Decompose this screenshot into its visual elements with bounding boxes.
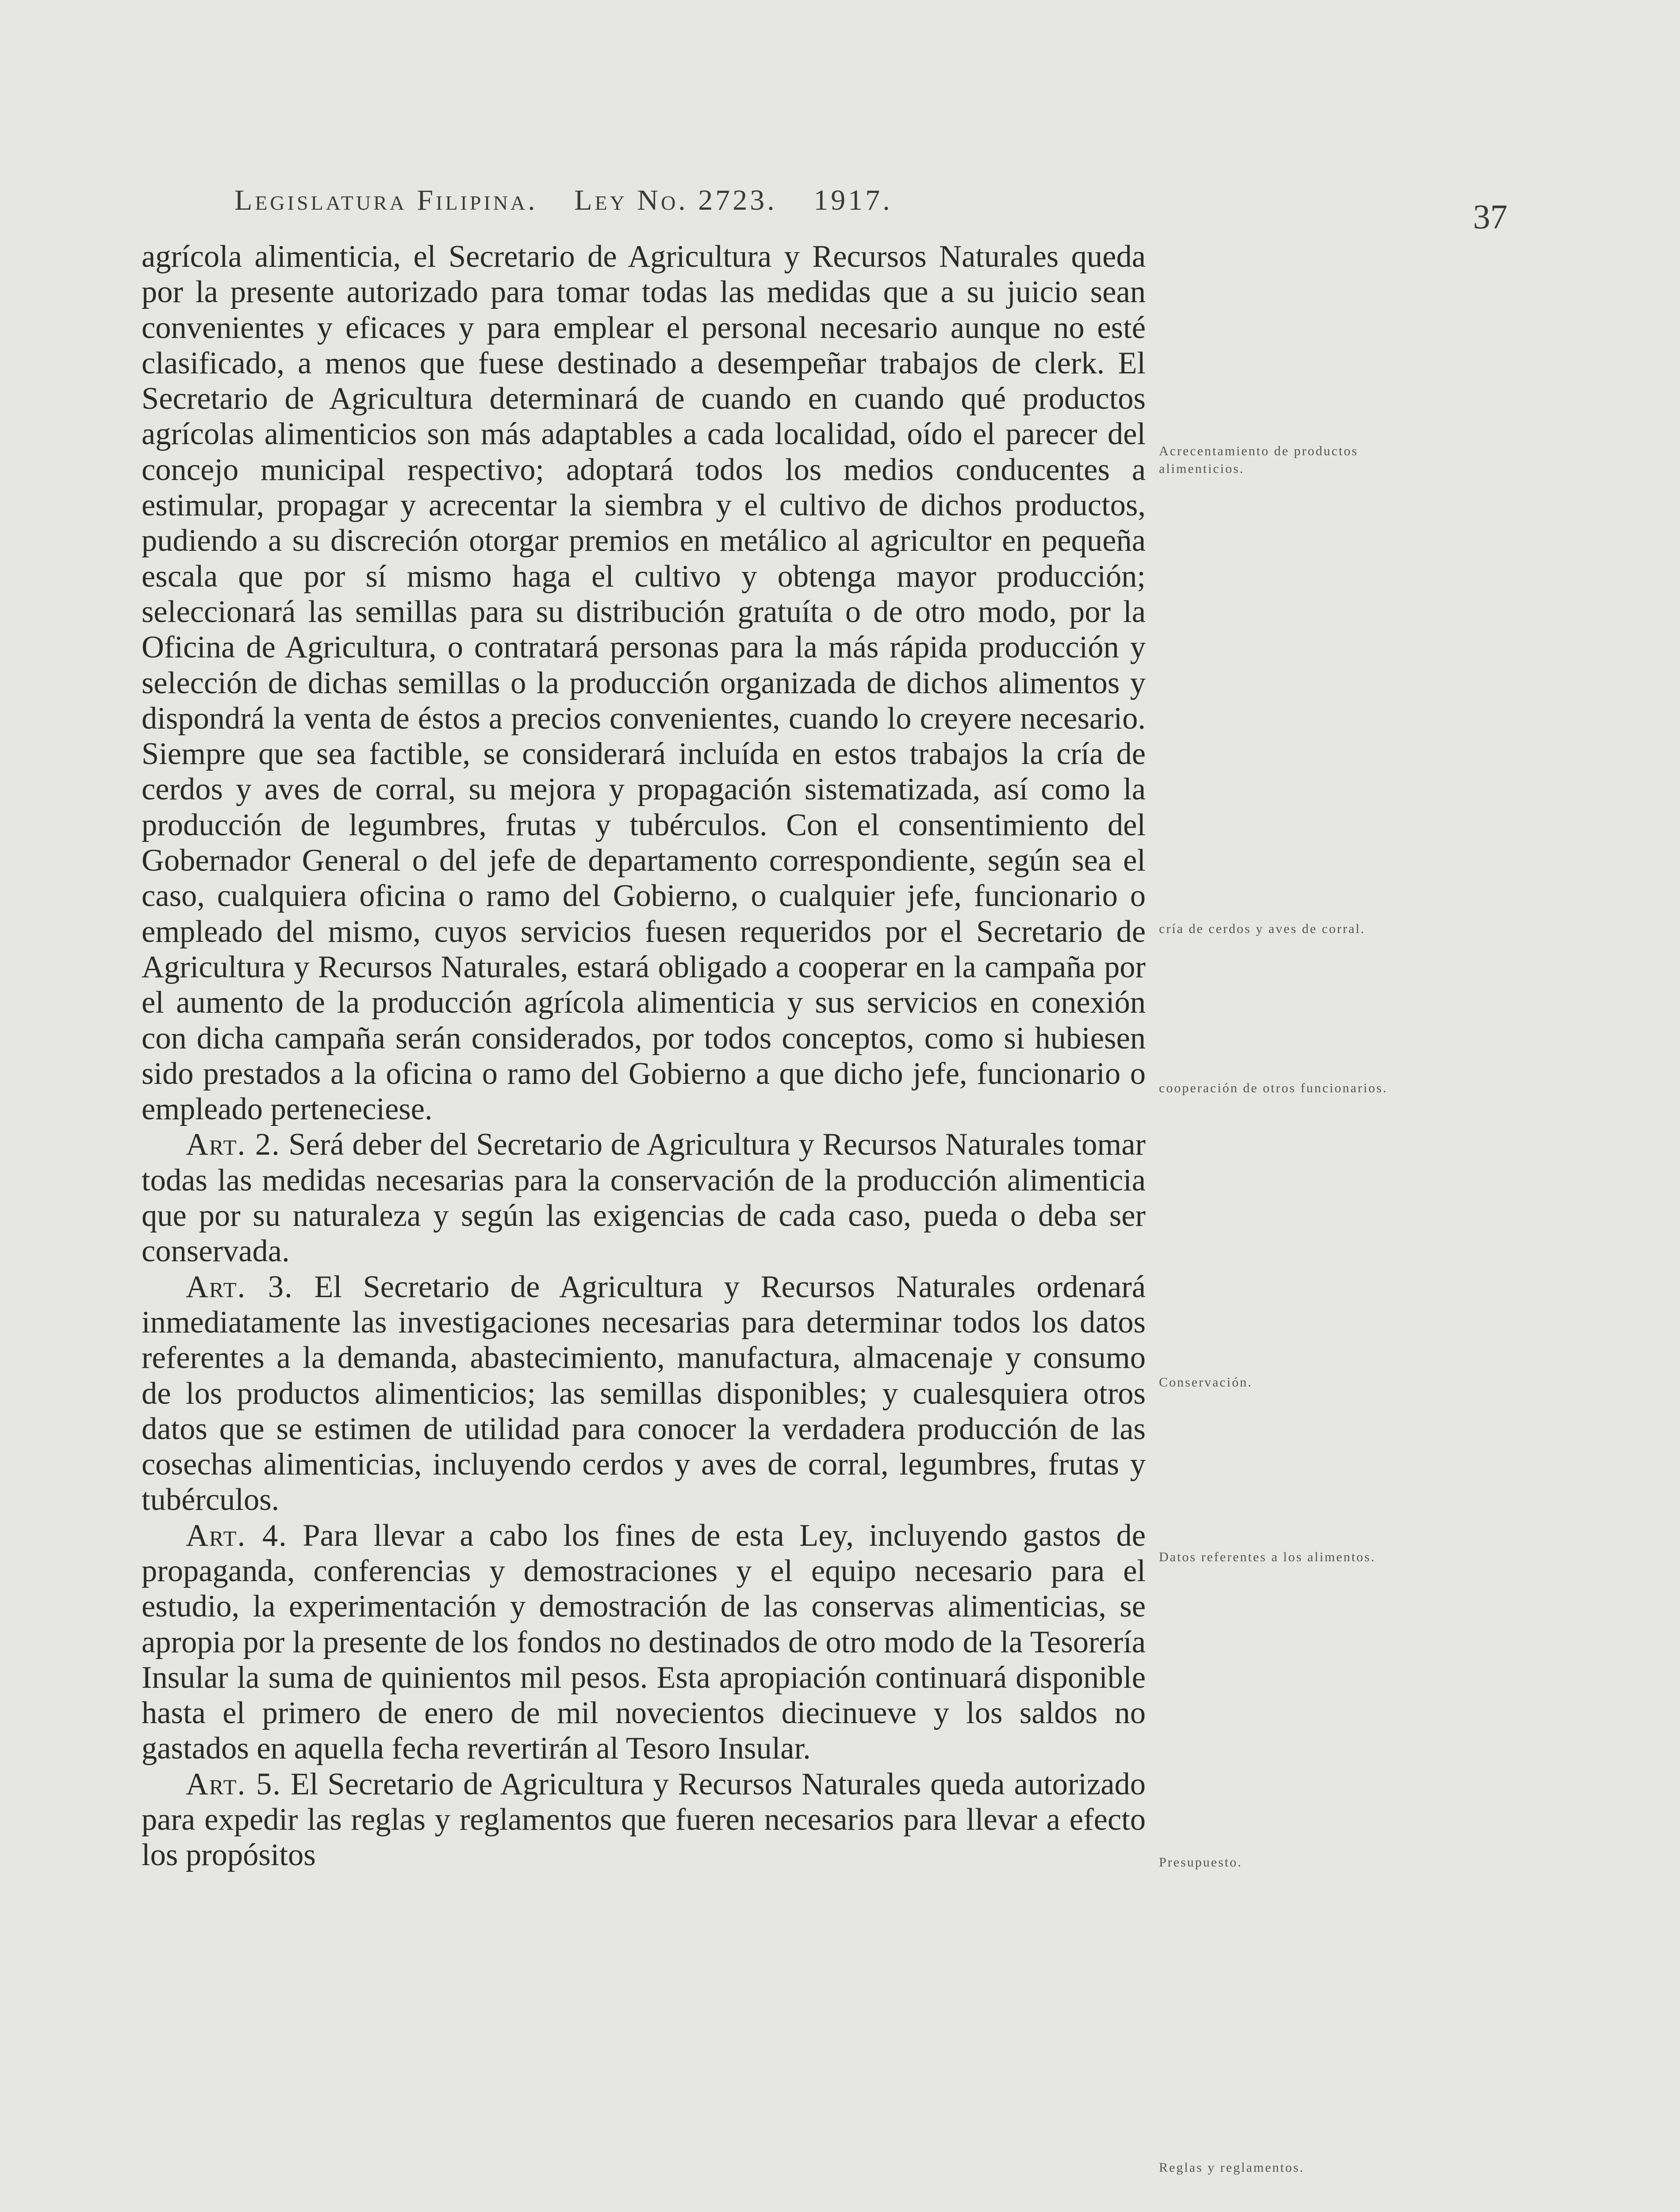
paragraph-continuation: agrícola alimenticia, el Secretario de Agricultura y Recursos Naturales queda por la presente autorizado para tomar todas las medidas que a su juicio sean convenientes y eficaces y para emplear el personal necesario aunque no esté clasificado, a menos que fuese destinado a desempeñar trabajos de clerk. El Secretario de Agricultura determinará de cuando en cuando qué productos agrícolas alimenticios son más adaptables a cada localidad, oído el parecer del concejo municipal respectivo; adoptará todos los medios conducentes a estimular, propagar y acrecentar la siembra y el cultivo de dichos productos, pudiendo a su discreción otorgar premios en metálico al agricultor en pequeña escala que por sí mismo haga el cultivo y obtenga mayor producción; seleccionará las semillas para su distribución gratuíta o de otro modo, por la Oficina de Agricultura, o contratará personas para la más rápida producción y selección de dichas semillas o la producción organizada de dichos alimentos y dispondrá la venta de éstos a precios convenientes, cuando lo creyere necesario. Siempre que sea factible, se considerará incluída en estos trabajos la cría de cerdos y aves de corral, su mejora y propagación sistematizada, así como la producción de legumbres, frutas y tubérculos. Con el consentimiento del Gobernador General o del jefe de departamento correspondiente, según sea el caso, cualquiera oficina o ramo del Gobierno, o cualquier jefe, funcionario o empleado del mismo, cuyos servicios fuesen requeridos por el Secretario de Agricultura y Recursos Naturales, estará obligado a cooperar en la campaña por el aumento de la producción agrícola alimenticia y sus servicios en conexión con dicha campaña serán considerados, por todos conceptos, como si hubiesen sido prestados a la oficina o ramo del Gobierno a que dicho jefe, funcionario o empleado perteneciese.: [142, 239, 1146, 1127]
article-5-label: Art. 5.: [186, 1767, 282, 1801]
body-text: [142, 239, 1146, 1873]
running-head-year: 1917.: [813, 184, 893, 216]
margin-note-livestock: cría de cerdos y aves de corral.: [1159, 922, 1365, 936]
article-5: [142, 1767, 1146, 1873]
margin-note-regulations: Reglas y reglamentos.: [1159, 2160, 1304, 2175]
margin-note-cooperation: cooperación de otros funcionarios.: [1159, 1081, 1388, 1095]
margin-note-food-data: Datos referentes a los alimentos.: [1159, 1550, 1376, 1564]
margin-note-budget: Presupuesto.: [1159, 1855, 1243, 1870]
article-4: [142, 1518, 1146, 1767]
article-2-text: Será deber del Secretario de Agricultura y Recursos Naturales tomar todas las medidas necesarias para la conservación de la producción alimenticia que por su naturaleza y según las exigencias de cada caso, pueda o deba ser conservada.: [142, 1127, 1146, 1269]
running-head-legislature: Legislatura Filipina.: [234, 184, 538, 216]
article-3-label: Art. 3.: [186, 1269, 293, 1304]
article-3: [142, 1269, 1146, 1518]
article-4-text: Para llevar a cabo los fines de esta Ley, incluyendo gastos de propaganda, conferencias y demostraciones y el equipo necesario para el estudio, la experimentación y demostración de las conservas alimenticias, se apropia por la presente de los fondos no destinados de otro modo de la Tesorería Insular la suma de quinientos mil pesos. Esta apropiación continuará disponible hasta el primero de enero de mil novecientos diecinueve y los saldos no gastados en aquella fecha revertirán al Tesoro Insular.: [142, 1518, 1146, 1766]
page-number: 37: [1473, 197, 1507, 236]
margin-note-crop-increase: Acrecentamiento de productos alimenticios.: [1159, 444, 1358, 476]
article-2-label: Art. 2.: [186, 1127, 280, 1162]
article-4-label: Art. 4.: [186, 1518, 288, 1553]
margin-note-conservation: Conservación.: [1159, 1375, 1253, 1390]
article-2: [142, 1127, 1146, 1269]
running-head-law-number: Ley No. 2723.: [574, 184, 777, 216]
running-head: [234, 184, 1177, 217]
article-3-text: El Secretario de Agricultura y Recursos Naturales ordenará inmediatamente las investigaciones necesarias para determinar todos los datos referentes a la demanda, abastecimiento, manufactura, almacenaje y consumo de los productos alimenticios; las semillas disponibles; y cualesquiera otros datos que se estimen de utilidad para conocer la verdadera producción de las cosechas alimenticias, incluyendo cerdos y aves de corral, legumbres, frutas y tubérculos.: [142, 1269, 1146, 1517]
article-5-text: El Secretario de Agricultura y Recursos Naturales queda autorizado para expedir las reglas y reglamentos que fueren necesarios para llevar a efecto los propósitos: [142, 1767, 1146, 1873]
